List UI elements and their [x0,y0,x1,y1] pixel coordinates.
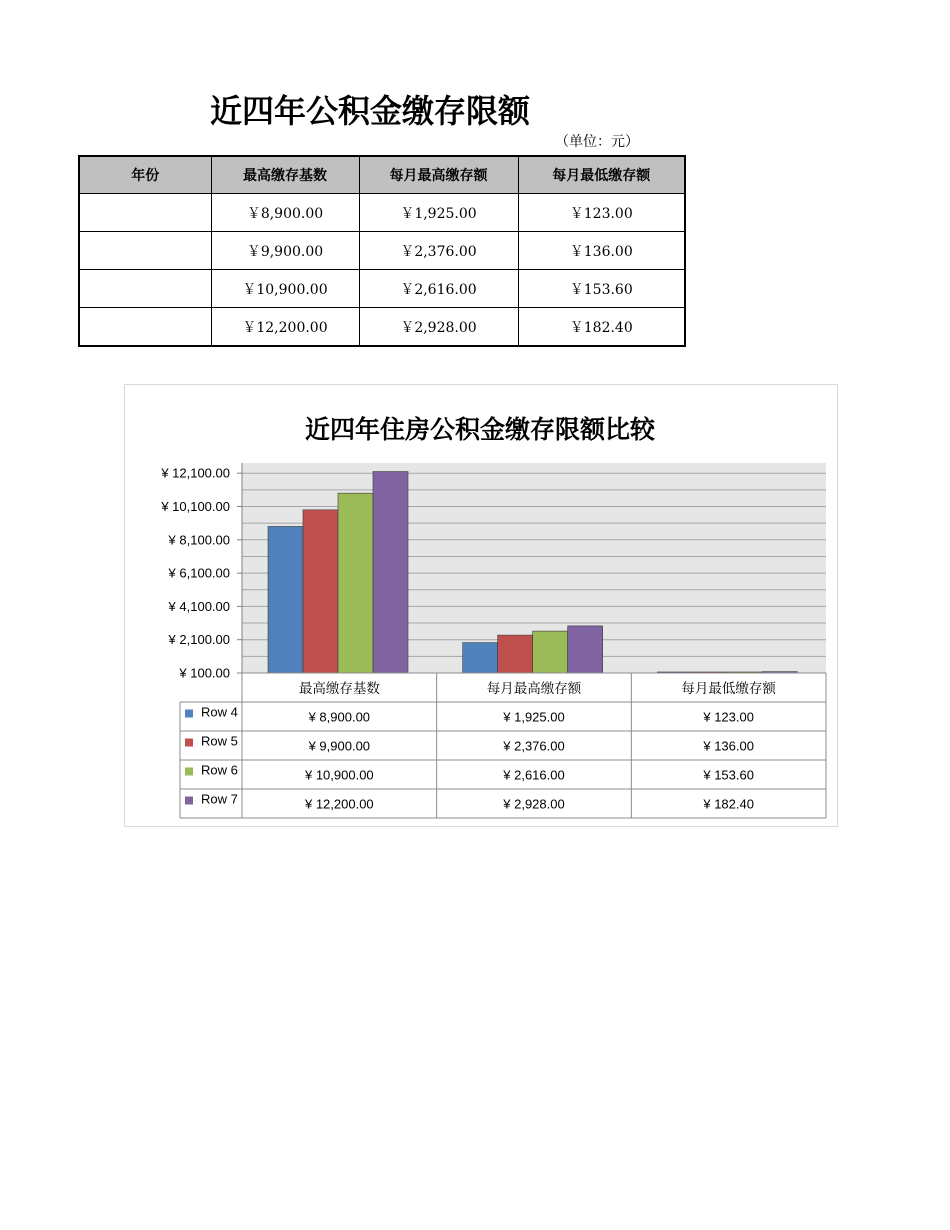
y-tick-label: ¥ 6,100.00 [168,565,230,581]
unit-note: （单位：元） [555,134,639,150]
cell-max-base: ￥9,900.00 [211,232,359,270]
data-table-value: ¥ 182.40 [703,796,754,812]
x-category-label: 每月最低缴存额 [681,681,776,697]
legend-swatch [185,797,193,805]
cell-monthly-max: ￥2,616.00 [359,270,518,308]
cell-monthly-max: ￥1,925.00 [359,194,518,232]
y-tick-label: ¥ 10,100.00 [161,499,230,514]
bar [533,631,568,673]
legend-label: Row 5 [201,733,238,749]
cell-max-base: ￥12,200.00 [211,308,359,347]
legend-swatch [185,739,193,747]
data-table-value: ¥ 2,616.00 [503,767,565,783]
table-row [79,232,685,270]
data-table-value: ¥ 136.00 [703,738,754,754]
bar [463,643,498,673]
data-table-value: ¥ 2,376.00 [503,738,565,754]
data-table-value: ¥ 9,900.00 [308,738,371,754]
header-year: 年份 [79,156,211,194]
chart-container [124,384,838,827]
document-title: 近四年公积金缴存限额 [210,92,531,130]
cell-year [79,232,211,270]
data-table-value: ¥ 12,200.00 [304,796,374,812]
bar [303,510,338,673]
legend-label: Row 6 [201,762,238,778]
table-header-row [79,156,685,194]
chart-title: 近四年住房公积金缴存限额比较 [304,415,656,444]
cell-year [79,308,211,347]
bar [373,472,408,673]
y-tick-label: ¥ 2,100.00 [168,632,230,648]
cell-monthly-max: ￥2,928.00 [359,308,518,347]
table-row [79,194,685,232]
cell-max-base: ￥8,900.00 [211,194,359,232]
data-table-value: ¥ 123.00 [703,709,754,725]
cell-monthly-min: ￥153.60 [518,270,685,308]
cell-monthly-max: ￥2,376.00 [359,232,518,270]
header-monthly-max: 每月最高缴存额 [359,156,518,194]
data-table-value: ¥ 8,900.00 [308,709,371,725]
bar [568,626,603,673]
table-row [79,308,685,347]
cell-monthly-min: ￥136.00 [518,232,685,270]
x-category-label: 每月最高缴存额 [486,681,582,697]
cell-monthly-min: ￥182.40 [518,308,685,347]
y-tick-label: ¥ 8,100.00 [168,532,230,548]
legend-label: Row 4 [201,704,238,720]
data-table-value: ¥ 1,925.00 [503,709,565,725]
y-tick-label: ¥ 12,100.00 [161,465,230,481]
header-monthly-min: 每月最低缴存额 [518,156,685,194]
header-max-base: 最高缴存基数 [211,156,359,194]
table-row [79,270,685,308]
bar [338,493,373,673]
cell-monthly-min: ￥123.00 [518,194,685,232]
bar [498,635,533,673]
bar-chart [125,385,837,826]
cell-max-base: ￥10,900.00 [211,270,359,308]
y-tick-label: ¥ 4,100.00 [168,598,230,614]
legend-swatch [185,710,193,718]
data-table-value: ¥ 10,900.00 [304,767,374,783]
x-category-label: 最高缴存基数 [298,681,380,697]
cell-year [79,270,211,308]
y-tick-label: ¥ 100.00 [179,665,230,681]
limits-table [78,155,686,347]
cell-year [79,194,211,232]
data-table-value: ¥ 2,928.00 [503,796,565,812]
bar [268,526,303,673]
data-table-value: ¥ 153.60 [703,767,754,783]
legend-swatch [185,768,193,776]
legend-label: Row 7 [201,791,238,807]
